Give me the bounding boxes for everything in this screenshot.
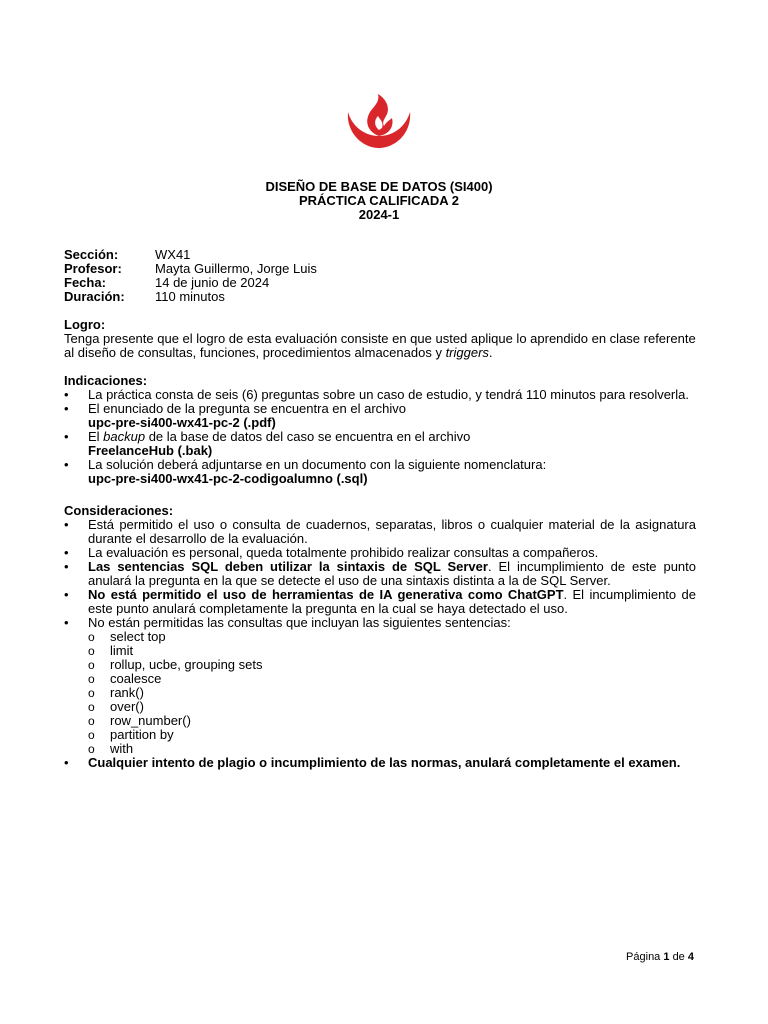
page-number — [626, 950, 694, 964]
list-item-text: • La solución deberá adjuntarse en un documento con la siguiente nomenclatura: — [88, 457, 547, 472]
sub-list-item: o rank() — [64, 686, 696, 700]
list-item — [64, 430, 696, 458]
sub-list-item: o select top — [64, 630, 696, 644]
logro-text-italic: triggers — [445, 345, 489, 360]
list-item — [64, 458, 696, 486]
consideraciones-list — [64, 518, 696, 770]
info-value: WX41 — [155, 247, 191, 262]
title-exam: PRÁCTICA CALIFICADA 2 — [298, 193, 460, 208]
list-item-text: • No están permitidas las consultas que incluyan las siguientes sentencias: — [88, 615, 511, 630]
indicaciones-section — [64, 374, 696, 486]
page-separator: de — [672, 951, 685, 963]
list-item-prefix: El — [88, 429, 104, 444]
info-row-seccion — [64, 248, 704, 262]
list-item-text: La evaluación es personal, queda totalmente prohibido realizar consultas a compañeros. — [88, 545, 599, 560]
info-label: Fecha: — [64, 275, 106, 290]
info-value: 110 minutos — [155, 289, 225, 304]
list-item — [64, 560, 696, 588]
logro-text — [64, 332, 696, 360]
document-title — [0, 180, 758, 222]
info-label: Profesor: — [64, 261, 122, 276]
exam-info — [64, 248, 704, 304]
list-item — [64, 756, 696, 770]
list-item-bold: Las sentencias SQL deben utilizar la sintaxis de SQL Server — [88, 559, 488, 574]
info-row-duracion — [64, 290, 704, 304]
upc-logo-icon — [344, 92, 414, 150]
page-label: Página — [626, 951, 661, 963]
list-item — [64, 616, 696, 756]
consideraciones-section — [64, 504, 696, 770]
sub-list-item: o row_number() — [64, 714, 696, 728]
title-period: 2024-1 — [358, 207, 400, 222]
list-item — [64, 518, 696, 546]
sub-list-item: o limit — [64, 644, 696, 658]
title-course: DISEÑO DE BASE DE DATOS (SI400) — [265, 179, 493, 194]
list-item-text: • El enunciado de la pregunta se encuentra en el archivo — [88, 401, 406, 416]
page-total: 4 — [687, 951, 694, 963]
page-current: 1 — [663, 951, 670, 963]
list-item — [64, 388, 696, 402]
list-item-italic: backup — [103, 429, 146, 444]
list-item-text: . El incumplimiento de este punto anulará la pregunta en la que se detecte el uso de una sintaxis distinta a la de SQL Server. — [88, 559, 696, 588]
info-row-profesor — [64, 262, 704, 276]
file-name: upc-pre-si400-wx41-pc-2-codigoalumno (.sql) — [88, 471, 368, 486]
file-name: FreelanceHub (.bak) — [88, 443, 213, 458]
list-item-text: La práctica consta de seis (6) preguntas sobre un caso de estudio, y tendrá 110 minutos para resolverla. — [88, 387, 689, 402]
list-item-text: Está permitido el uso o consulta de cuadernos, separatas, libros o cualquier material de la asignatura durante el desarrollo de la evaluación. — [88, 517, 696, 546]
logro-text-main: Tenga presente que el logro de esta evaluación consiste en que usted aplique lo aprendido en clase referente al diseño de consultas, funciones, procedimientos almacenados y — [64, 331, 696, 360]
list-item — [64, 588, 696, 616]
info-value: 14 de junio de 2024 — [155, 275, 270, 290]
indicaciones-heading: Indicaciones: — [64, 373, 148, 388]
list-item — [64, 402, 696, 430]
sub-list-item: o over() — [64, 700, 696, 714]
list-item — [64, 546, 696, 560]
info-value: Mayta Guillermo, Jorge Luis — [155, 261, 317, 276]
sub-list-item: o rollup, ucbe, grouping sets — [64, 658, 696, 672]
list-item-text — [88, 430, 696, 444]
sub-list-item: o with — [64, 742, 696, 756]
list-item-bold: Cualquier intento de plagio o incumplimiento de las normas, anulará completamente el examen. — [88, 755, 681, 770]
forbidden-statements-list — [64, 630, 696, 756]
list-item-rest: de la base de datos del caso se encuentra en el archivo — [145, 429, 471, 444]
sub-list-item: o coalesce — [64, 672, 696, 686]
consideraciones-heading: Consideraciones: — [64, 503, 174, 518]
file-name: upc-pre-si400-wx41-pc-2 (.pdf) — [88, 415, 276, 430]
sub-list-item: o partition by — [64, 728, 696, 742]
info-label: Duración: — [64, 289, 125, 304]
info-row-fecha — [64, 276, 704, 290]
logro-section — [64, 318, 696, 360]
logro-heading: Logro: — [64, 317, 106, 332]
list-item-bold: No está permitido el uso de herramientas de IA generativa como ChatGPT — [88, 587, 564, 602]
logro-text-end: . — [488, 345, 493, 360]
list-item-text: . El incumplimiento de este punto anulará completamente la pregunta en la cual se haya detectado el uso. — [88, 587, 696, 616]
indicaciones-list — [64, 388, 696, 486]
info-label: Sección: — [64, 247, 119, 262]
